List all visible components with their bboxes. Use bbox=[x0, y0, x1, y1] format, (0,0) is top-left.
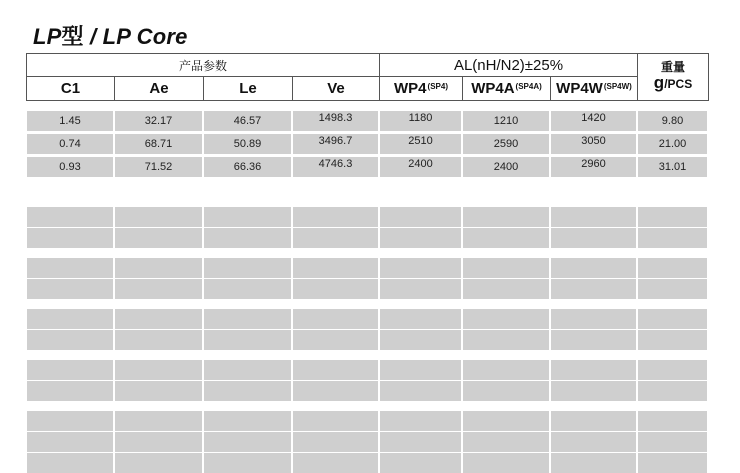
table-cell: 2590 bbox=[463, 134, 549, 154]
title-suffix: / LP Core bbox=[83, 24, 188, 49]
table-cell bbox=[380, 309, 461, 329]
col-header-label: WP4A bbox=[471, 80, 515, 97]
table-cell bbox=[27, 279, 113, 299]
weight-header bbox=[637, 53, 709, 101]
table-cell: 0.93 bbox=[27, 157, 113, 177]
table-cell bbox=[27, 309, 113, 329]
table-cell bbox=[27, 381, 113, 401]
table-cell bbox=[27, 411, 113, 431]
table-cell bbox=[380, 207, 461, 227]
table-cell bbox=[463, 381, 549, 401]
table-cell bbox=[115, 453, 202, 473]
table-cell: 1498.3 bbox=[293, 111, 378, 131]
table-cell bbox=[380, 381, 461, 401]
col-header-1 bbox=[26, 76, 115, 101]
table-cell bbox=[638, 381, 707, 401]
table-cell bbox=[115, 411, 202, 431]
table-cell bbox=[380, 432, 461, 452]
table-cell bbox=[115, 432, 202, 452]
table-cell: 1210 bbox=[463, 111, 549, 131]
group-al-value-label: AL(nH/N2)±25% bbox=[453, 56, 564, 74]
table-cell bbox=[204, 207, 291, 227]
table-cell bbox=[204, 258, 291, 278]
col-header-4 bbox=[292, 76, 380, 101]
table-cell bbox=[463, 309, 549, 329]
table-cell: 1180 bbox=[380, 111, 461, 131]
table-cell bbox=[115, 279, 202, 299]
group-product-params bbox=[26, 53, 380, 77]
weight-unit-main: g bbox=[653, 73, 665, 93]
table-cell bbox=[551, 228, 636, 248]
title-prefix: LP bbox=[33, 24, 62, 49]
table-cell: 2400 bbox=[380, 157, 461, 177]
table-cell: 1.45 bbox=[27, 111, 113, 131]
table-cell bbox=[638, 309, 707, 329]
table-cell bbox=[293, 411, 378, 431]
table-cell bbox=[380, 228, 461, 248]
table-cell bbox=[115, 258, 202, 278]
table-cell bbox=[463, 279, 549, 299]
title-cjk: 型 bbox=[61, 25, 84, 50]
col-header-sub: (SP4W) bbox=[603, 82, 632, 91]
table-cell bbox=[204, 330, 291, 350]
table-cell: 50.89 bbox=[204, 134, 291, 154]
table-cell bbox=[27, 207, 113, 227]
table-cell bbox=[204, 381, 291, 401]
table-cell bbox=[27, 360, 113, 380]
table-cell bbox=[463, 432, 549, 452]
table-cell: 3050 bbox=[551, 134, 636, 154]
table-cell bbox=[463, 228, 549, 248]
col-header-label: C1 bbox=[60, 80, 81, 97]
table-cell bbox=[293, 309, 378, 329]
table-cell bbox=[204, 432, 291, 452]
table-cell bbox=[293, 279, 378, 299]
table-cell bbox=[204, 309, 291, 329]
col-header-3 bbox=[203, 76, 293, 101]
table-cell bbox=[638, 207, 707, 227]
table-cell: 68.71 bbox=[115, 134, 202, 154]
table-cell: 71.52 bbox=[115, 157, 202, 177]
table-cell bbox=[204, 453, 291, 473]
table-cell bbox=[463, 258, 549, 278]
table-cell bbox=[380, 360, 461, 380]
table-cell bbox=[115, 360, 202, 380]
table-cell bbox=[380, 411, 461, 431]
table-cell bbox=[638, 279, 707, 299]
table-cell bbox=[463, 330, 549, 350]
table-cell bbox=[27, 432, 113, 452]
table-cell: 4746.3 bbox=[293, 157, 378, 177]
table-cell bbox=[115, 309, 202, 329]
weight-unit-sub: /PCS bbox=[664, 77, 693, 92]
table-cell: 66.36 bbox=[204, 157, 291, 177]
table-cell bbox=[638, 258, 707, 278]
table-cell: 1420 bbox=[551, 111, 636, 131]
table-cell: 0.74 bbox=[27, 134, 113, 154]
page-title bbox=[33, 20, 188, 51]
table-cell: 3496.7 bbox=[293, 134, 378, 154]
col-header-label: WP4W bbox=[556, 80, 603, 97]
group-product-params-label: 产品参数 bbox=[178, 58, 227, 73]
table-cell bbox=[115, 228, 202, 248]
table-cell bbox=[204, 228, 291, 248]
weight-unit bbox=[654, 74, 692, 93]
table-cell bbox=[551, 330, 636, 350]
table-cell bbox=[463, 207, 549, 227]
table-cell bbox=[551, 411, 636, 431]
table-cell bbox=[204, 411, 291, 431]
table-cell bbox=[380, 453, 461, 473]
table-cell bbox=[204, 360, 291, 380]
col-header-label: Ve bbox=[327, 80, 345, 97]
col-header-sub: (SP4A) bbox=[515, 82, 542, 91]
table-cell bbox=[638, 432, 707, 452]
table-cell bbox=[551, 258, 636, 278]
table-cell: 31.01 bbox=[638, 157, 707, 177]
table-cell bbox=[551, 381, 636, 401]
table-cell: 9.80 bbox=[638, 111, 707, 131]
table-cell: 2960 bbox=[551, 157, 636, 177]
col-header-2 bbox=[114, 76, 204, 101]
table-cell bbox=[204, 279, 291, 299]
table-cell bbox=[638, 453, 707, 473]
table-cell bbox=[115, 381, 202, 401]
table-cell bbox=[638, 360, 707, 380]
table-cell bbox=[463, 453, 549, 473]
table-cell bbox=[115, 330, 202, 350]
table-cell bbox=[27, 228, 113, 248]
group-al-value bbox=[379, 53, 638, 77]
table-cell bbox=[638, 411, 707, 431]
table-cell bbox=[293, 258, 378, 278]
table-cell: 32.17 bbox=[115, 111, 202, 131]
table-cell bbox=[463, 411, 549, 431]
table-cell bbox=[293, 207, 378, 227]
table-cell bbox=[380, 330, 461, 350]
table-cell bbox=[293, 330, 378, 350]
col-header-5 bbox=[379, 76, 463, 101]
table-cell bbox=[551, 207, 636, 227]
col-header-label: Le bbox=[239, 80, 257, 97]
table-cell bbox=[551, 453, 636, 473]
table-cell bbox=[27, 453, 113, 473]
table-cell: 46.57 bbox=[204, 111, 291, 131]
table-cell bbox=[293, 381, 378, 401]
col-header-7 bbox=[550, 76, 638, 101]
table-cell: 2510 bbox=[380, 134, 461, 154]
table-cell bbox=[551, 309, 636, 329]
table-cell bbox=[380, 258, 461, 278]
col-header-6 bbox=[462, 76, 551, 101]
table-cell bbox=[638, 228, 707, 248]
table-header bbox=[26, 53, 709, 105]
table-cell bbox=[463, 360, 549, 380]
table-cell bbox=[551, 432, 636, 452]
table-cell bbox=[27, 258, 113, 278]
table-cell bbox=[115, 207, 202, 227]
table-cell: 21.00 bbox=[638, 134, 707, 154]
table-cell bbox=[380, 279, 461, 299]
table-cell bbox=[293, 360, 378, 380]
table-cell bbox=[293, 228, 378, 248]
table-cell bbox=[293, 432, 378, 452]
table-cell bbox=[27, 330, 113, 350]
col-header-label: Ae bbox=[149, 80, 169, 97]
table-cell bbox=[551, 279, 636, 299]
table-cell: 2400 bbox=[463, 157, 549, 177]
weight-label: 重量 bbox=[660, 60, 685, 75]
table-cell bbox=[293, 453, 378, 473]
core-spec-table bbox=[26, 53, 709, 173]
table-cell bbox=[551, 360, 636, 380]
col-header-sub: (SP4) bbox=[427, 82, 448, 91]
col-header-label: WP4 bbox=[394, 80, 427, 97]
table-cell bbox=[638, 330, 707, 350]
